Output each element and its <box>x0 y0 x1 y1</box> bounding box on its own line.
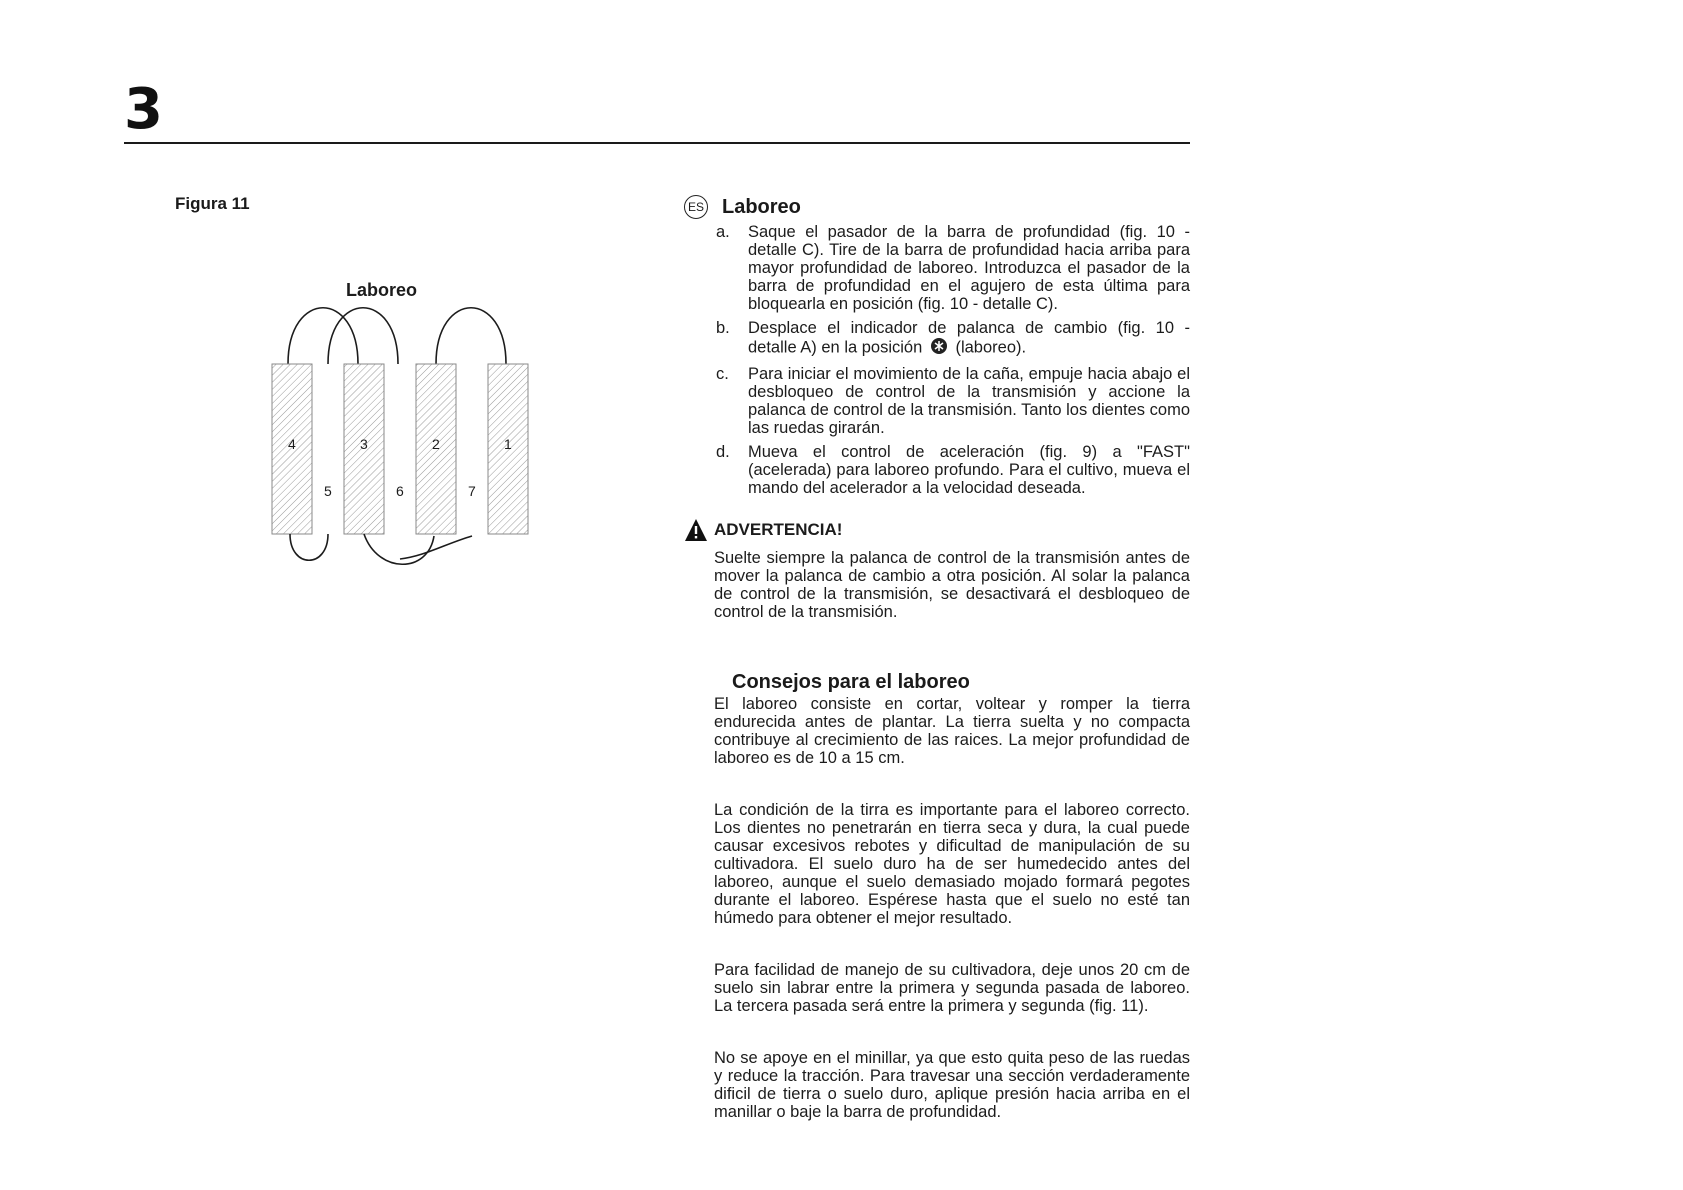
section-heading: Laboreo <box>722 196 801 218</box>
strip-number-3: 3 <box>360 436 368 452</box>
turn-arc-bottom-6 <box>364 534 434 564</box>
tips-paragraph-4: No se apoye en el minillar, ya que esto quita peso de las ruedas y reduce la tracción. Para travesar una sección verdaderamente dificil de tierra o suelo duro, aplique presión hacia arriba en el manillar o baje la barra de profundidad. <box>714 1049 1190 1121</box>
gap-number-7: 7 <box>468 483 476 499</box>
turn-arc-top-5-6 <box>328 308 398 364</box>
turn-arc-bottom-7 <box>400 536 472 559</box>
tilling-symbol-icon <box>930 337 948 359</box>
page-number: 3 <box>124 77 163 142</box>
step-d: d. Mueva el control de aceleración (fig. 9) a "FAST" (acelerada) para laboreo profundo. Para el cultivo, mueva el mando del acelerador a la velocidad deseada. <box>716 443 1190 497</box>
tips-paragraph-2: La condición de la tirra es importante para el laboreo correcto. Los dientes no penetrarán en tierra seca y dura, la cual puede causar excesivos rebotes y dificultad de manipulación de su cultivadora. El suelo duro ha de ser humedecido antes del laboreo, aunque el suelo demasiado mojado formará pegotes durante el laboreo. Espérese hasta que el suelo no esté tan húmedo para obtener el mejor resultado. <box>714 801 1190 927</box>
step-b: b. Desplace el indicador de palanca de cambio (fig. 10 - detalle A) en la posición (laboreo). <box>684 319 1190 359</box>
warning-heading-row <box>684 517 1190 543</box>
tips-paragraph-3: Para facilidad de manejo de su cultivadora, deje unos 20 cm de suelo sin labrar entre la primera y segunda pasada de laboreo. La tercera pasada será entre la primera y segunda (fig. 11). <box>714 961 1190 1015</box>
warning-title: ADVERTENCIA! <box>714 520 843 539</box>
strip-number-1: 1 <box>504 436 512 452</box>
top-rule <box>124 142 1190 144</box>
figure-label: Figura 11 <box>175 194 250 213</box>
turn-arc-bottom-4-5 <box>290 534 328 560</box>
tips-paragraph-1: El laboreo consiste en cortar, voltear y romper la tierra endurecida antes de plantar. La tierra suelta y no compacta contribuye al crecimiento de las raices. La mejor profundidad de laboreo es de 10 a 15 cm. <box>714 695 1190 767</box>
tips-heading: Consejos para el laboreo <box>732 671 970 693</box>
gap-number-5: 5 <box>324 483 332 499</box>
turn-arc-top-4-3 <box>288 308 358 364</box>
strip-number-4: 4 <box>288 436 296 452</box>
turn-arc-top-2-1 <box>436 308 506 364</box>
tilling-pattern-diagram <box>260 274 550 574</box>
step-c: c. Para iniciar el movimiento de la caña, empuje hacia abajo el desbloqueo de control de la transmisión y accione la palanca de control de la transmisión. Tanto los dientes como las ruedas girarán. <box>716 365 1190 437</box>
gap-number-6: 6 <box>396 483 404 499</box>
steps-list <box>684 223 1190 497</box>
instructions-column <box>684 193 1190 1121</box>
language-badge: ES <box>684 195 708 219</box>
step-a: a. Saque el pasador de la barra de profundidad (fig. 10 - detalle C). Tire de la barra de profundidad hacia arriba para mayor profundidad de laboreo. Introduzca el pasador de la barra de profundidad en el agujero de esta última para bloquearla en posición (fig. 10 - detalle C). <box>716 223 1190 313</box>
warning-body: Suelte siempre la palanca de control de la transmisión antes de mover la palanca de cambio a otra posición. Al solar la palanca de control de la transmisión, se desactivará el desbloqueo de control de la transmisión. <box>714 549 1190 621</box>
diagram-title: Laboreo <box>346 280 418 300</box>
section-heading-row <box>684 193 1190 221</box>
strip-number-2: 2 <box>432 436 440 452</box>
warning-icon <box>684 518 708 542</box>
